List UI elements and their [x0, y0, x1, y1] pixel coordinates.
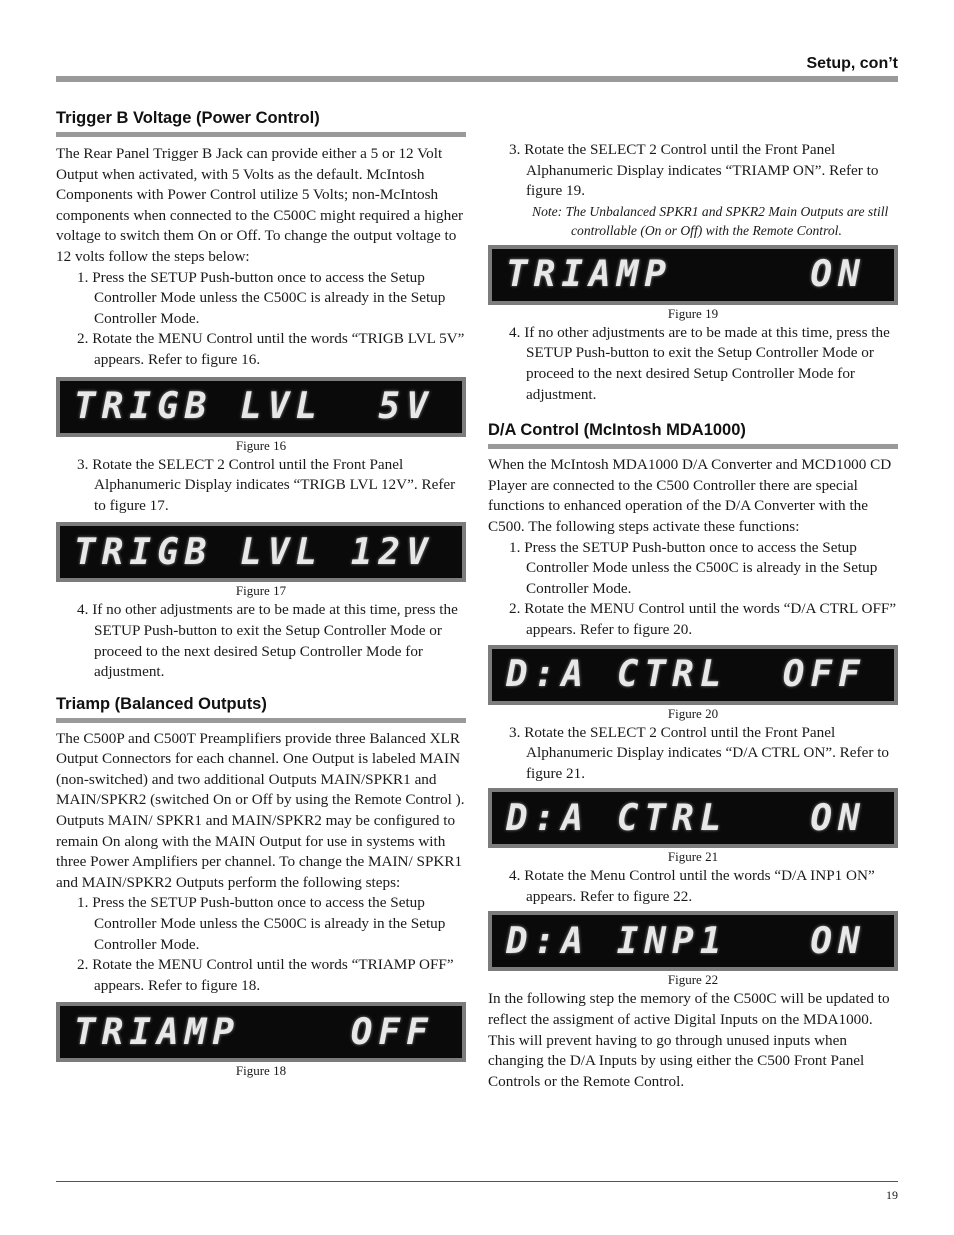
- figure-20-display-text: D:A CTRL OFF: [506, 654, 866, 695]
- section-title-trigger-b: Trigger B Voltage (Power Control): [56, 109, 466, 137]
- triamp-intro: The C500P and C500T Preamplifiers provide three Balanced XLR Output Connectors for each channel. One Output is labeled MAIN (non-switched) and two additional Outputs MAIN/SPKR1 and MAIN/SPKR2 (switched On or Off by using the Remote Control ). Outputs MAIN/ SPKR1 and MAIN/SPKR2 may be configured to remain On along with the MAIN Output for use in systems with three Power Amplifiers per channel. To change the MAIN/ SPKR1 and MAIN/SPKR2 Outputs perform the following steps:: [56, 729, 465, 891]
- triamp-step-4: 4. If no other adjustments are to be made at this time, press the SETUP Push-button to exit the Setup Controller Mode or proceed to the next desired Setup Controller Mode for adjustment.: [509, 323, 890, 403]
- figure-16-caption: Figure 16: [235, 437, 287, 453]
- figure-19-caption: Figure 19: [667, 305, 719, 321]
- figure-22-caption: Figure 22: [667, 972, 719, 988]
- trigger-b-step-4: 4. If no other adjustments are to be made at this time, press the SETUP Push-button to exit the Setup Controller Mode or proceed to the next desired Setup Controller Mode for adjustment.: [77, 601, 458, 681]
- figure-16-display-text: TRIGB LVL 5V: [74, 386, 434, 428]
- figure-17-display-text: TRIGB LVL 12V: [74, 531, 434, 573]
- footer-rule: [56, 1181, 898, 1182]
- page-header-title: Setup, con’t: [806, 55, 898, 72]
- trigger-b-steps: [56, 268, 466, 371]
- trigger-b-step-1: 1. Press the SETUP Push-button once to access the Setup Controller Mode unless the C500C is already in the Setup Controller Mode.: [77, 268, 446, 327]
- trigger-b-intro: The Rear Panel Trigger B Jack can provide either a 5 or 12 Volt Output when activated, with 5 Volts as the default. McIntosh Components with Power Control utilize 5 Volts; non-McIntosh components when connected to the C500C might required a higher voltage to switch them On or Off. To change the output voltage to 12 volts follow the steps below:: [56, 145, 464, 265]
- left-column: [56, 100, 466, 1080]
- figure-18-display: [56, 1002, 466, 1062]
- section-title-da-control: D/A Control (McIntosh MDA1000): [488, 421, 898, 449]
- figure-17-caption: Figure 17: [235, 583, 287, 599]
- trigger-b-step-3: 3. Rotate the SELECT 2 Control until the Front Panel Alphanumeric Display indicates “TRIGB LVL 12V”. Refer to figure 17.: [77, 455, 456, 514]
- figure-22-display: [488, 911, 898, 971]
- da-control-step-1: 1. Press the SETUP Push-button once to access the Setup Controller Mode unless the C500C is already in the Setup Controller Mode.: [509, 538, 878, 597]
- figure-17-display: [56, 522, 466, 582]
- triamp-steps-end: [488, 323, 898, 405]
- trigger-b-steps-cont: [56, 455, 466, 517]
- da-control-outro: In the following step the memory of the C500C will be updated to reflect the assigment of active Digital Inputs on the MDA1000. This will prevent having to go through unused inputs when changing the D/A Inputs by using either the C500 Front Panel Controls or the Remote Control.: [488, 990, 890, 1090]
- da-control-intro: When the McIntosh MDA1000 D/A Converter and MCD1000 CD Player are connected to the C500 Controller there are special functions to enhanced operation of the D/A Converter with the C500. The following steps activate these functions:: [488, 456, 892, 535]
- triamp-steps: [56, 893, 466, 996]
- da-control-steps: [488, 538, 898, 641]
- triamp-note: Note: The Unbalanced SPKR1 and SPKR2 Main Outputs are still controllable (On or Off) with the Remote Control.: [532, 203, 889, 239]
- figure-18-caption: Figure 18: [235, 1063, 287, 1079]
- da-control-steps-cont: [488, 723, 898, 785]
- header-rule: [56, 76, 898, 82]
- section-title-triamp: Triamp (Balanced Outputs): [56, 695, 466, 723]
- figure-16-display: [56, 377, 466, 437]
- da-control-steps-more: [488, 866, 898, 907]
- figure-21-caption: Figure 21: [667, 849, 719, 865]
- figure-21-display: [488, 788, 898, 848]
- figure-19-display-text: TRIAMP ON: [506, 254, 866, 296]
- right-column: [488, 140, 898, 1092]
- triamp-step-2: 2. Rotate the MENU Control until the words “TRIAMP OFF” appears. Refer to figure 18.: [77, 956, 454, 994]
- trigger-b-steps-end: [56, 600, 466, 682]
- da-control-step-4: 4. Rotate the Menu Control until the words “D/A INP1 ON” appears. Refer to figure 22.: [509, 867, 875, 905]
- figure-22-display-text: D:A INP1 ON: [506, 920, 866, 962]
- figure-20-display: [488, 645, 898, 705]
- page-number: 19: [886, 1188, 898, 1202]
- figure-21-display-text: D:A CTRL ON: [506, 797, 866, 839]
- figure-20-caption: Figure 20: [667, 705, 719, 721]
- triamp-steps-cont: [488, 140, 898, 202]
- triamp-step-3: 3. Rotate the SELECT 2 Control until the Front Panel Alphanumeric Display indicates “TRIAMP ON”. Refer to figure 19.: [509, 141, 879, 200]
- trigger-b-step-2: 2. Rotate the MENU Control until the words “TRIGB LVL 5V” appears. Refer to figure 16.: [77, 330, 465, 368]
- figure-18-display-text: TRIAMP OFF: [74, 1011, 434, 1053]
- triamp-step-1: 1. Press the SETUP Push-button once to access the Setup Controller Mode unless the C500C is already in the Setup Controller Mode.: [77, 894, 446, 953]
- da-control-step-3: 3. Rotate the SELECT 2 Control until the Front Panel Alphanumeric Display indicates “D/A CTRL ON”. Refer to figure 21.: [509, 723, 890, 782]
- da-control-step-2: 2. Rotate the MENU Control until the words “D/A CTRL OFF” appears. Refer to figure 20.: [509, 600, 897, 638]
- figure-19-display: [488, 245, 898, 305]
